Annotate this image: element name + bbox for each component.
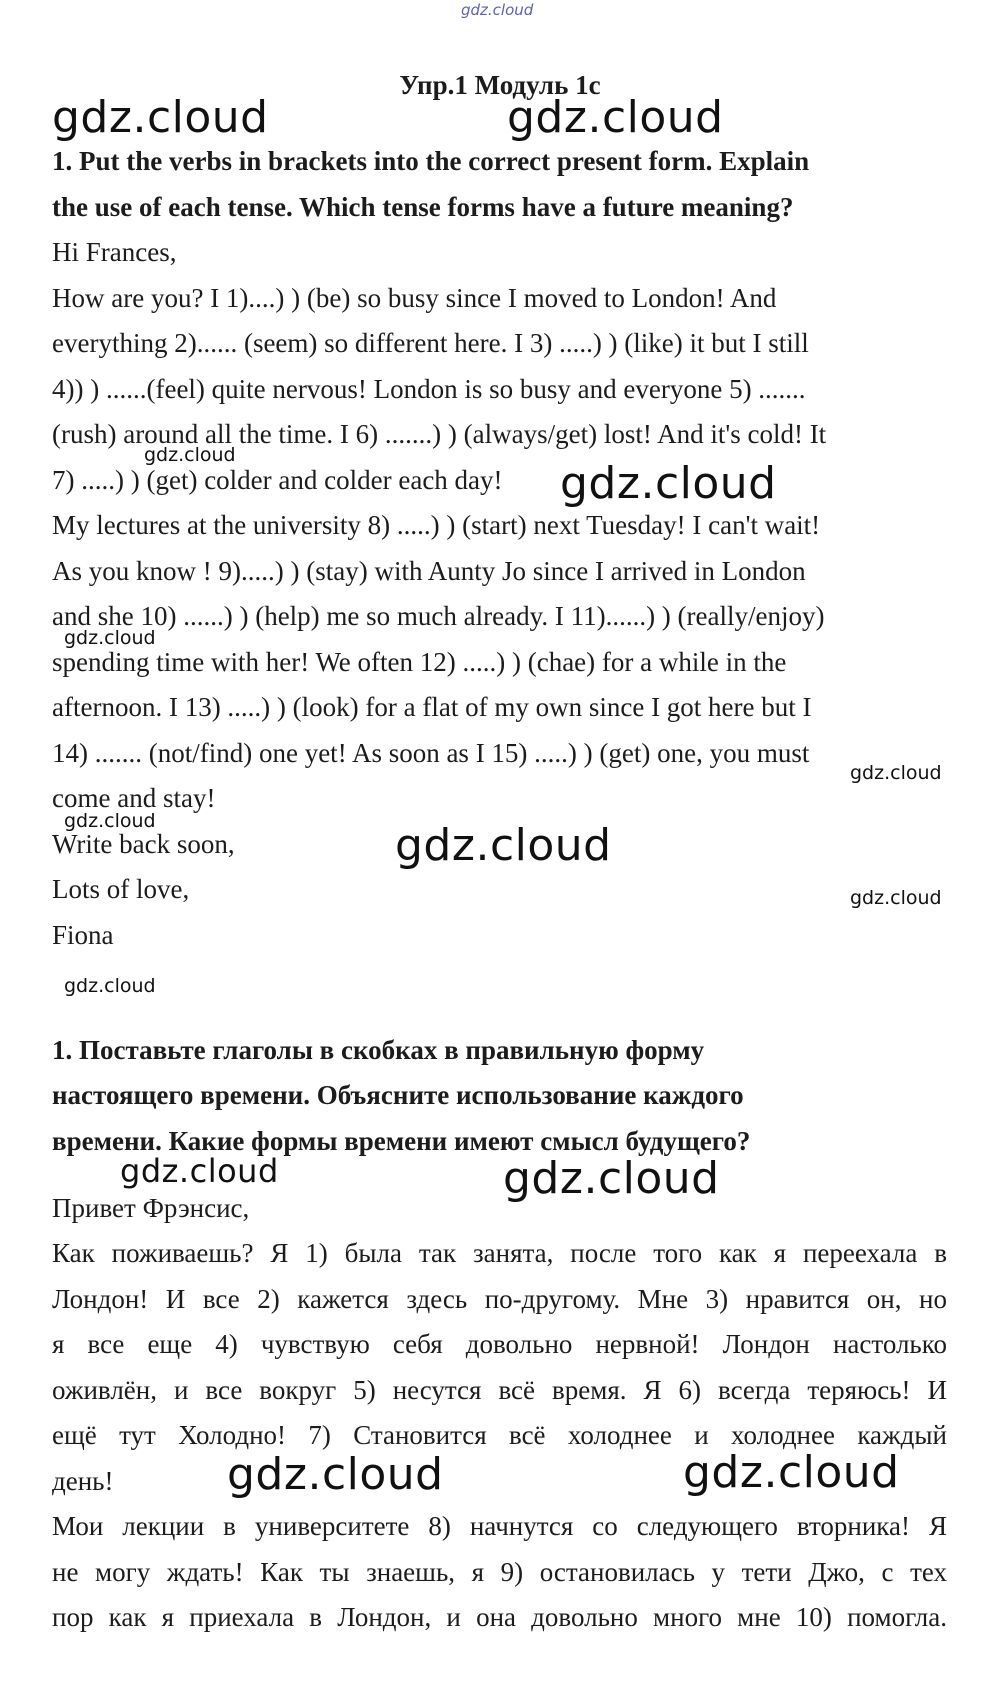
watermark: gdz.cloud xyxy=(64,975,156,997)
watermark: gdz.cloud xyxy=(507,92,724,143)
watermark: gdz.cloud xyxy=(850,887,942,909)
watermark: gdz.cloud xyxy=(52,92,269,143)
watermark: gdz.cloud xyxy=(64,627,156,649)
translation-line: я все еще 4) чувствую себя довольно нервной! Лондон настолько xyxy=(52,1329,947,1359)
translation-line: ещё тут Холодно! 7) Становится всё холоднее и холоднее каждый xyxy=(52,1420,947,1450)
letter-line: How are you? I 1)....) ) (be) so busy since I moved to London! And xyxy=(52,283,777,313)
watermark: gdz.cloud xyxy=(503,1153,720,1204)
watermark: gdz.cloud xyxy=(227,1449,444,1500)
letter-line: My lectures at the university 8) .....) ) (start) next Tuesday! I can't wait! xyxy=(52,510,821,540)
letter-signature: Fiona xyxy=(52,920,114,950)
letter-line: 14) ....... (not/find) one yet! As soon as I 15) .....) ) (get) one, you must xyxy=(52,738,810,768)
translation-line: оживлён, и все вокруг 5) несутся всё время. Я 6) всегда теряюсь! И xyxy=(52,1375,947,1405)
translation-line: день! xyxy=(52,1466,114,1496)
watermark: gdz.cloud xyxy=(395,820,612,871)
letter-line: As you know ! 9).....) ) (stay) with Aunty Jo since I arrived in London xyxy=(52,556,806,586)
page-title: Упр.1 Модуль 1с xyxy=(399,70,601,100)
russian-task-line: настоящего времени. Объясните использование каждого xyxy=(52,1080,744,1110)
translation-line: пор как я приехала в Лондон, и она довольно много мне 10) помогла. xyxy=(52,1602,947,1632)
translation-line: Лондон! И все 2) кажется здесь по-другому. Мне 3) нравится он, но xyxy=(52,1284,947,1314)
english-task-line: the use of each tense. Which tense forms have a future meaning? xyxy=(52,192,794,222)
english-task-line: 1. Put the verbs in brackets into the correct present form. Explain xyxy=(52,146,810,176)
watermark: gdz.cloud xyxy=(683,1447,900,1498)
watermark: gdz.cloud xyxy=(560,458,777,509)
watermark: gdz.cloud xyxy=(120,1152,279,1190)
russian-task-line: времени. Какие формы времени имеют смысл будущего? xyxy=(52,1126,751,1156)
letter-line: come and stay! xyxy=(52,783,216,813)
letter-line: afternoon. I 13) .....) ) (look) for a flat of my own since I got here but I xyxy=(52,692,812,722)
translation-line: Как поживаешь? Я 1) была так занята, после того как я переехала в xyxy=(52,1238,947,1268)
letter-line: spending time with her! We often 12) .....) ) (chae) for a while in the xyxy=(52,647,787,677)
letter-line: 4)) ) ......(feel) quite nervous! London is so busy and everyone 5) ....... xyxy=(52,374,806,404)
russian-task-line: 1. Поставьте глаголы в скобках в правильную форму xyxy=(52,1035,705,1065)
watermark: gdz.cloud xyxy=(64,810,156,832)
letter-line: and she 10) ......) ) (help) me so much already. I 11)......) ) (really/enjoy) xyxy=(52,601,825,631)
letter-closing-line: Write back soon, xyxy=(52,829,235,859)
translation-line: Мои лекции в университете 8) начнутся со следующего вторника! Я xyxy=(52,1511,947,1541)
watermark: gdz.cloud xyxy=(850,762,942,784)
letter-line: 7) .....) ) (get) colder and colder each day! xyxy=(52,465,503,495)
letter-line: (rush) around all the time. I 6) .......) ) (always/get) lost! And it's cold! It xyxy=(52,419,827,449)
translation-line: не могу ждать! Как ты знаешь, я 9) остановилась у тети Джо, с тех xyxy=(52,1557,947,1587)
translation-greeting: Привет Фрэнсис, xyxy=(52,1193,250,1223)
letter-line: everything 2)...... (seem) so different here. I 3) .....) ) (like) it but I still xyxy=(52,328,809,358)
watermark: gdz.cloud xyxy=(144,444,236,466)
site-mark: gdz.cloud xyxy=(461,1,534,19)
letter-closing-line: Lots of love, xyxy=(52,874,190,904)
letter-greeting: Hi Frances, xyxy=(52,237,177,267)
